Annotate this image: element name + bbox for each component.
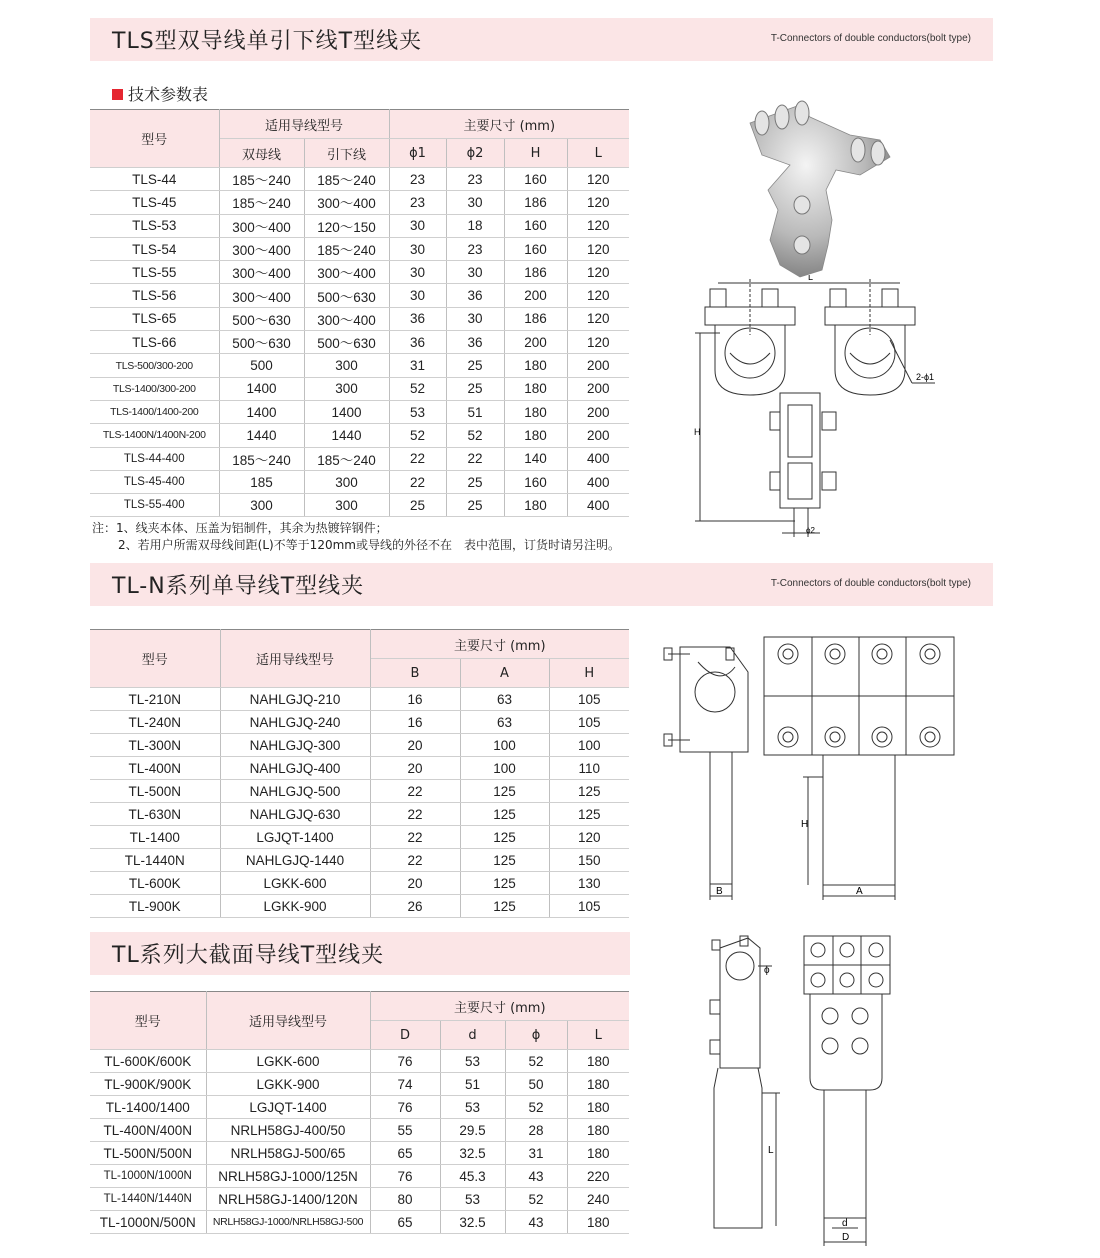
table-cell: 125 bbox=[460, 780, 549, 803]
table-cell: 25 bbox=[446, 470, 504, 493]
table-row bbox=[90, 1165, 629, 1188]
table-cell: 36 bbox=[389, 331, 446, 354]
table-cell: 50 bbox=[505, 1073, 567, 1096]
table-row bbox=[90, 849, 629, 872]
table-cell: 52 bbox=[505, 1050, 567, 1073]
table-cell: 120 bbox=[549, 826, 629, 849]
table-cell: LGKK-600 bbox=[206, 1050, 370, 1073]
section2-header bbox=[90, 563, 993, 606]
table-cell: 23 bbox=[446, 237, 504, 260]
table-cell: 180 bbox=[504, 494, 567, 517]
table-cell: 120 bbox=[567, 307, 629, 330]
table-cell: TLS-65 bbox=[90, 307, 219, 330]
table-cell: 120 bbox=[567, 168, 629, 191]
table-cell: 120 bbox=[567, 237, 629, 260]
table-cell: 43 bbox=[505, 1211, 567, 1234]
drawing3-label-D: D bbox=[842, 1232, 850, 1243]
table-cell: 185～240 bbox=[304, 447, 389, 470]
tls-spec-table bbox=[90, 109, 629, 517]
table-cell: 400 bbox=[567, 494, 629, 517]
table-cell: 500～630 bbox=[219, 307, 304, 330]
table-cell: 20 bbox=[370, 734, 460, 757]
table-row bbox=[90, 688, 629, 711]
table-cell: 22 bbox=[370, 826, 460, 849]
table-row bbox=[90, 424, 629, 447]
table-cell: 52 bbox=[389, 424, 446, 447]
table-cell: TLS-1400/300-200 bbox=[90, 377, 219, 400]
table-cell: TLS-45 bbox=[90, 191, 219, 214]
table-cell: TLS-44 bbox=[90, 168, 219, 191]
table-cell: 80 bbox=[370, 1188, 440, 1211]
note-1: 注：1、线夹本体、压盖为铝制件，其余为热镀锌钢件； bbox=[92, 521, 388, 535]
table-cell: 200 bbox=[567, 354, 629, 377]
note-2: 2、若用户所需双母线间距(L)不等于120mm或导线的外径不在 表中范围，订货时请另注明。 bbox=[118, 538, 620, 552]
table-cell: 180 bbox=[567, 1211, 629, 1234]
table-cell: LGJQT-1400 bbox=[220, 826, 370, 849]
table-cell: 185～240 bbox=[219, 447, 304, 470]
table-cell: 55 bbox=[370, 1119, 440, 1142]
table-cell: 22 bbox=[446, 447, 504, 470]
table-cell: 30 bbox=[389, 237, 446, 260]
table-cell: 160 bbox=[504, 237, 567, 260]
table-cell: 180 bbox=[504, 354, 567, 377]
table-cell: TL-900K bbox=[90, 895, 220, 918]
table-row bbox=[90, 261, 629, 284]
table-cell: 185～240 bbox=[304, 237, 389, 260]
table-cell: 185～240 bbox=[219, 168, 304, 191]
table-cell: 300～400 bbox=[219, 261, 304, 284]
table-cell: 120～150 bbox=[304, 214, 389, 237]
table-row bbox=[90, 1142, 629, 1165]
tls-clamp-photo bbox=[740, 95, 900, 285]
table-cell: 125 bbox=[460, 826, 549, 849]
table-cell: 240 bbox=[567, 1188, 629, 1211]
table-row bbox=[90, 214, 629, 237]
table-row bbox=[90, 711, 629, 734]
table-row bbox=[90, 400, 629, 423]
table-cell: 1440 bbox=[304, 424, 389, 447]
table-cell: 30 bbox=[389, 284, 446, 307]
table-cell: NAHLGJQ-500 bbox=[220, 780, 370, 803]
header-D: D bbox=[370, 1021, 440, 1050]
table-cell: 300 bbox=[304, 470, 389, 493]
table-cell: NRLH58GJ-500/65 bbox=[206, 1142, 370, 1165]
table-cell: 1440 bbox=[219, 424, 304, 447]
table-cell: TL-400N bbox=[90, 757, 220, 780]
table-cell: 26 bbox=[370, 895, 460, 918]
table-cell: 20 bbox=[370, 872, 460, 895]
table-cell: 100 bbox=[460, 757, 549, 780]
table-cell: TLS-45-400 bbox=[90, 470, 219, 493]
table-cell: 125 bbox=[460, 849, 549, 872]
table-cell: 300～400 bbox=[219, 214, 304, 237]
drawing2-label-H: H bbox=[801, 819, 809, 830]
table-cell: 500～630 bbox=[304, 331, 389, 354]
table-cell: 200 bbox=[567, 424, 629, 447]
drawing3-label-L: L bbox=[768, 1145, 774, 1156]
header-model: 型号 bbox=[90, 630, 220, 688]
table-cell: 130 bbox=[549, 872, 629, 895]
header-H: H bbox=[504, 139, 567, 168]
table-row bbox=[90, 826, 629, 849]
table-cell: 52 bbox=[505, 1096, 567, 1119]
table-cell: 186 bbox=[504, 307, 567, 330]
table-cell: TLS-1400/1400-200 bbox=[90, 400, 219, 423]
header-conductor: 适用导线型号 bbox=[206, 992, 370, 1050]
table-cell: TL-1440N/1440N bbox=[90, 1188, 206, 1211]
table-cell: TLS-500/300-200 bbox=[90, 354, 219, 377]
table-cell: 52 bbox=[505, 1188, 567, 1211]
table-cell: 36 bbox=[446, 284, 504, 307]
table-cell: TLS-55-400 bbox=[90, 494, 219, 517]
table-cell: 30 bbox=[446, 191, 504, 214]
table-cell: 53 bbox=[440, 1096, 505, 1119]
table-cell: 29.5 bbox=[440, 1119, 505, 1142]
table-cell: 180 bbox=[567, 1119, 629, 1142]
table-row bbox=[90, 331, 629, 354]
section1-subtitle: T-Connectors of double conductors(bolt type) bbox=[770, 33, 971, 44]
table-cell: 105 bbox=[549, 895, 629, 918]
table-cell: 43 bbox=[505, 1165, 567, 1188]
table-cell: 186 bbox=[504, 261, 567, 284]
table-cell: 180 bbox=[567, 1142, 629, 1165]
section2-subtitle: T-Connectors of double conductors(bolt type) bbox=[770, 578, 971, 589]
table-row bbox=[90, 1188, 629, 1211]
table-cell: 120 bbox=[567, 331, 629, 354]
table-cell: 65 bbox=[370, 1211, 440, 1234]
table-cell: 300～400 bbox=[304, 191, 389, 214]
section1-header bbox=[90, 18, 993, 61]
header-model: 型号 bbox=[90, 110, 219, 168]
table-cell: 25 bbox=[446, 377, 504, 400]
table-row bbox=[90, 1096, 629, 1119]
table-cell: 180 bbox=[504, 400, 567, 423]
table-cell: 400 bbox=[567, 447, 629, 470]
table-row bbox=[90, 377, 629, 400]
table-cell: 30 bbox=[389, 214, 446, 237]
table-cell: 300～400 bbox=[304, 307, 389, 330]
table-cell: 20 bbox=[370, 757, 460, 780]
table-cell: 150 bbox=[549, 849, 629, 872]
table-cell: 105 bbox=[549, 711, 629, 734]
table-cell: NAHLGJQ-630 bbox=[220, 803, 370, 826]
table-cell: 160 bbox=[504, 470, 567, 493]
table-cell: 22 bbox=[389, 470, 446, 493]
header-phi: ϕ bbox=[505, 1021, 567, 1050]
table-cell: 25 bbox=[446, 354, 504, 377]
table-cell: 125 bbox=[549, 780, 629, 803]
table-cell: 200 bbox=[504, 331, 567, 354]
table-cell: 1400 bbox=[219, 377, 304, 400]
table-row bbox=[90, 470, 629, 493]
header-phi1: ϕ1 bbox=[389, 139, 446, 168]
table-cell: 23 bbox=[389, 168, 446, 191]
table-cell: 1400 bbox=[304, 400, 389, 423]
drawing1-label-H: H bbox=[694, 427, 701, 437]
table-row bbox=[90, 237, 629, 260]
table-cell: 76 bbox=[370, 1096, 440, 1119]
table-cell: 22 bbox=[370, 849, 460, 872]
table-cell: 300～400 bbox=[219, 237, 304, 260]
table-cell: 125 bbox=[460, 803, 549, 826]
table-cell: 31 bbox=[389, 354, 446, 377]
header-dims: 主要尺寸 (mm) bbox=[389, 110, 629, 139]
table-row bbox=[90, 872, 629, 895]
header-d: d bbox=[440, 1021, 505, 1050]
table-cell: TL-1400/1400 bbox=[90, 1096, 206, 1119]
table-cell: TL-500N/500N bbox=[90, 1142, 206, 1165]
table-cell: 180 bbox=[504, 377, 567, 400]
table-cell: 22 bbox=[370, 780, 460, 803]
table-row bbox=[90, 168, 629, 191]
table-row bbox=[90, 354, 629, 377]
table-cell: 53 bbox=[389, 400, 446, 423]
table-cell: NAHLGJQ-400 bbox=[220, 757, 370, 780]
table-cell: 300 bbox=[219, 494, 304, 517]
table-cell: 180 bbox=[504, 424, 567, 447]
table-row bbox=[90, 447, 629, 470]
table-cell: 180 bbox=[567, 1073, 629, 1096]
header-dims: 主要尺寸 (mm) bbox=[370, 630, 629, 659]
table-cell: 76 bbox=[370, 1165, 440, 1188]
table-cell: 400 bbox=[567, 470, 629, 493]
header-double: 双母线 bbox=[219, 139, 304, 168]
table-cell: NAHLGJQ-300 bbox=[220, 734, 370, 757]
table-cell: 100 bbox=[460, 734, 549, 757]
table-cell: TL-300N bbox=[90, 734, 220, 757]
table-row bbox=[90, 191, 629, 214]
table-cell: 52 bbox=[389, 377, 446, 400]
table-cell: 23 bbox=[446, 168, 504, 191]
table-cell: LGJQT-1400 bbox=[206, 1096, 370, 1119]
table-cell: TL-400N/400N bbox=[90, 1119, 206, 1142]
table-cell: TLS-54 bbox=[90, 237, 219, 260]
table-cell: TLS-56 bbox=[90, 284, 219, 307]
table-cell: 185～240 bbox=[219, 191, 304, 214]
table-cell: NRLH58GJ-1000/125N bbox=[206, 1165, 370, 1188]
table-row bbox=[90, 307, 629, 330]
section1-title: TLS型双导线单引下线T型线夹 bbox=[112, 29, 423, 54]
table-row bbox=[90, 1119, 629, 1142]
tl-large-spec-table bbox=[90, 991, 629, 1234]
table-cell: 25 bbox=[389, 494, 446, 517]
table-cell: 32.5 bbox=[440, 1142, 505, 1165]
table-cell: 45.3 bbox=[440, 1165, 505, 1188]
table-cell: TL-1000N/500N bbox=[90, 1211, 206, 1234]
drawing2-label-B: B bbox=[716, 886, 723, 897]
table-cell: TL-900K/900K bbox=[90, 1073, 206, 1096]
table-cell: NAHLGJQ-240 bbox=[220, 711, 370, 734]
table-cell: 23 bbox=[389, 191, 446, 214]
section2-title: TL-N系列单导线T型线夹 bbox=[112, 574, 365, 599]
header-phi2: ϕ2 bbox=[446, 139, 504, 168]
table-cell: 120 bbox=[567, 261, 629, 284]
table-cell: TLS-53 bbox=[90, 214, 219, 237]
header-conductor: 适用导线型号 bbox=[220, 630, 370, 688]
table-row bbox=[90, 757, 629, 780]
table-cell: 300～400 bbox=[304, 261, 389, 284]
table-cell: NAHLGJQ-210 bbox=[220, 688, 370, 711]
table-cell: 105 bbox=[549, 688, 629, 711]
table-cell: 500 bbox=[219, 354, 304, 377]
table-cell: LGKK-600 bbox=[220, 872, 370, 895]
table-cell: 185～240 bbox=[304, 168, 389, 191]
table-cell: 36 bbox=[446, 331, 504, 354]
drawing1-label-phi2: ϕ2 bbox=[806, 526, 815, 535]
table-cell: TLS-55 bbox=[90, 261, 219, 284]
table-cell: 500～630 bbox=[304, 284, 389, 307]
table-cell: NRLH58GJ-1400/120N bbox=[206, 1188, 370, 1211]
table-cell: 30 bbox=[446, 307, 504, 330]
table-cell: 53 bbox=[440, 1188, 505, 1211]
header-H: H bbox=[549, 659, 629, 688]
table-cell: 65 bbox=[370, 1142, 440, 1165]
table-cell: NRLH58GJ-1000/NRLH58GJ-500 bbox=[206, 1211, 370, 1234]
table-cell: TL-1400 bbox=[90, 826, 220, 849]
tln-technical-drawing bbox=[660, 632, 960, 904]
table-row bbox=[90, 895, 629, 918]
table-cell: 125 bbox=[460, 895, 549, 918]
header-L: L bbox=[567, 139, 629, 168]
header-model: 型号 bbox=[90, 992, 206, 1050]
table-cell: 63 bbox=[460, 688, 549, 711]
table-cell: 30 bbox=[446, 261, 504, 284]
table-cell: TLS-44-400 bbox=[90, 447, 219, 470]
table-cell: 36 bbox=[389, 307, 446, 330]
table-cell: 300～400 bbox=[219, 284, 304, 307]
table-cell: 120 bbox=[567, 214, 629, 237]
table-row bbox=[90, 494, 629, 517]
table-cell: 300 bbox=[304, 494, 389, 517]
table-cell: 51 bbox=[440, 1073, 505, 1096]
table-cell: 200 bbox=[504, 284, 567, 307]
header-B: B bbox=[370, 659, 460, 688]
drawing1-label-phi1: 2-ϕ1 bbox=[916, 372, 935, 382]
table-row bbox=[90, 734, 629, 757]
table-cell: 186 bbox=[504, 191, 567, 214]
table-cell: TLS-1400N/1400N-200 bbox=[90, 424, 219, 447]
tln-spec-table bbox=[90, 629, 629, 918]
table-row bbox=[90, 1073, 629, 1096]
section3-title: TL系列大截面导线T型线夹 bbox=[112, 943, 385, 968]
table-cell: 160 bbox=[504, 214, 567, 237]
table-cell: 300 bbox=[304, 377, 389, 400]
table-cell: 180 bbox=[567, 1050, 629, 1073]
table-cell: 22 bbox=[389, 447, 446, 470]
table-cell: TL-1000N/1000N bbox=[90, 1165, 206, 1188]
table-cell: 16 bbox=[370, 711, 460, 734]
table-cell: 125 bbox=[549, 803, 629, 826]
notes bbox=[92, 520, 620, 554]
tech-params-heading bbox=[112, 82, 208, 105]
table-cell: NAHLGJQ-1440 bbox=[220, 849, 370, 872]
table-cell: TL-240N bbox=[90, 711, 220, 734]
table-cell: 180 bbox=[567, 1096, 629, 1119]
table-cell: 100 bbox=[549, 734, 629, 757]
tls-technical-drawing bbox=[690, 275, 950, 545]
table-row bbox=[90, 1211, 629, 1234]
header-A: A bbox=[460, 659, 549, 688]
table-row bbox=[90, 803, 629, 826]
table-cell: 32.5 bbox=[440, 1211, 505, 1234]
table-cell: 25 bbox=[446, 494, 504, 517]
table-cell: 76 bbox=[370, 1050, 440, 1073]
table-cell: 52 bbox=[446, 424, 504, 447]
table-cell: 31 bbox=[505, 1142, 567, 1165]
table-cell: TL-630N bbox=[90, 803, 220, 826]
table-cell: 110 bbox=[549, 757, 629, 780]
table-cell: 200 bbox=[567, 400, 629, 423]
table-cell: TL-210N bbox=[90, 688, 220, 711]
section3-header bbox=[90, 932, 630, 975]
header-dims: 主要尺寸 (mm) bbox=[370, 992, 629, 1021]
drawing3-label-d: d bbox=[842, 1218, 848, 1229]
table-cell: 51 bbox=[446, 400, 504, 423]
table-cell: 120 bbox=[567, 191, 629, 214]
drawing3-label-phi: ϕ bbox=[764, 965, 770, 976]
table-cell: 53 bbox=[440, 1050, 505, 1073]
header-conductor: 适用导线型号 bbox=[219, 110, 389, 139]
table-cell: 120 bbox=[567, 284, 629, 307]
table-cell: LGKK-900 bbox=[220, 895, 370, 918]
table-cell: TL-600K/600K bbox=[90, 1050, 206, 1073]
table-cell: 63 bbox=[460, 711, 549, 734]
table-cell: 185 bbox=[219, 470, 304, 493]
table-cell: 220 bbox=[567, 1165, 629, 1188]
table-cell: TL-1440N bbox=[90, 849, 220, 872]
drawing2-label-A: A bbox=[856, 886, 863, 897]
table-cell: 28 bbox=[505, 1119, 567, 1142]
header-down: 引下线 bbox=[304, 139, 389, 168]
tl-large-technical-drawing bbox=[700, 928, 900, 1250]
table-cell: 1400 bbox=[219, 400, 304, 423]
table-cell: 30 bbox=[389, 261, 446, 284]
table-row bbox=[90, 780, 629, 803]
table-cell: 300 bbox=[304, 354, 389, 377]
drawing1-label-L: L bbox=[808, 275, 814, 282]
table-cell: 160 bbox=[504, 168, 567, 191]
table-cell: TLS-66 bbox=[90, 331, 219, 354]
table-cell: 18 bbox=[446, 214, 504, 237]
table-cell: TL-600K bbox=[90, 872, 220, 895]
table-cell: 74 bbox=[370, 1073, 440, 1096]
table-cell: TL-500N bbox=[90, 780, 220, 803]
table-cell: 500～630 bbox=[219, 331, 304, 354]
red-square-icon bbox=[112, 89, 123, 100]
table-cell: 140 bbox=[504, 447, 567, 470]
table-cell: NRLH58GJ-400/50 bbox=[206, 1119, 370, 1142]
table-cell: 22 bbox=[370, 803, 460, 826]
table-cell: 200 bbox=[567, 377, 629, 400]
tech-params-label: 技术参数表 bbox=[128, 85, 209, 104]
table-cell: 125 bbox=[460, 872, 549, 895]
table-cell: LGKK-900 bbox=[206, 1073, 370, 1096]
table-row bbox=[90, 284, 629, 307]
header-L: L bbox=[567, 1021, 629, 1050]
table-row bbox=[90, 1050, 629, 1073]
table-cell: 16 bbox=[370, 688, 460, 711]
